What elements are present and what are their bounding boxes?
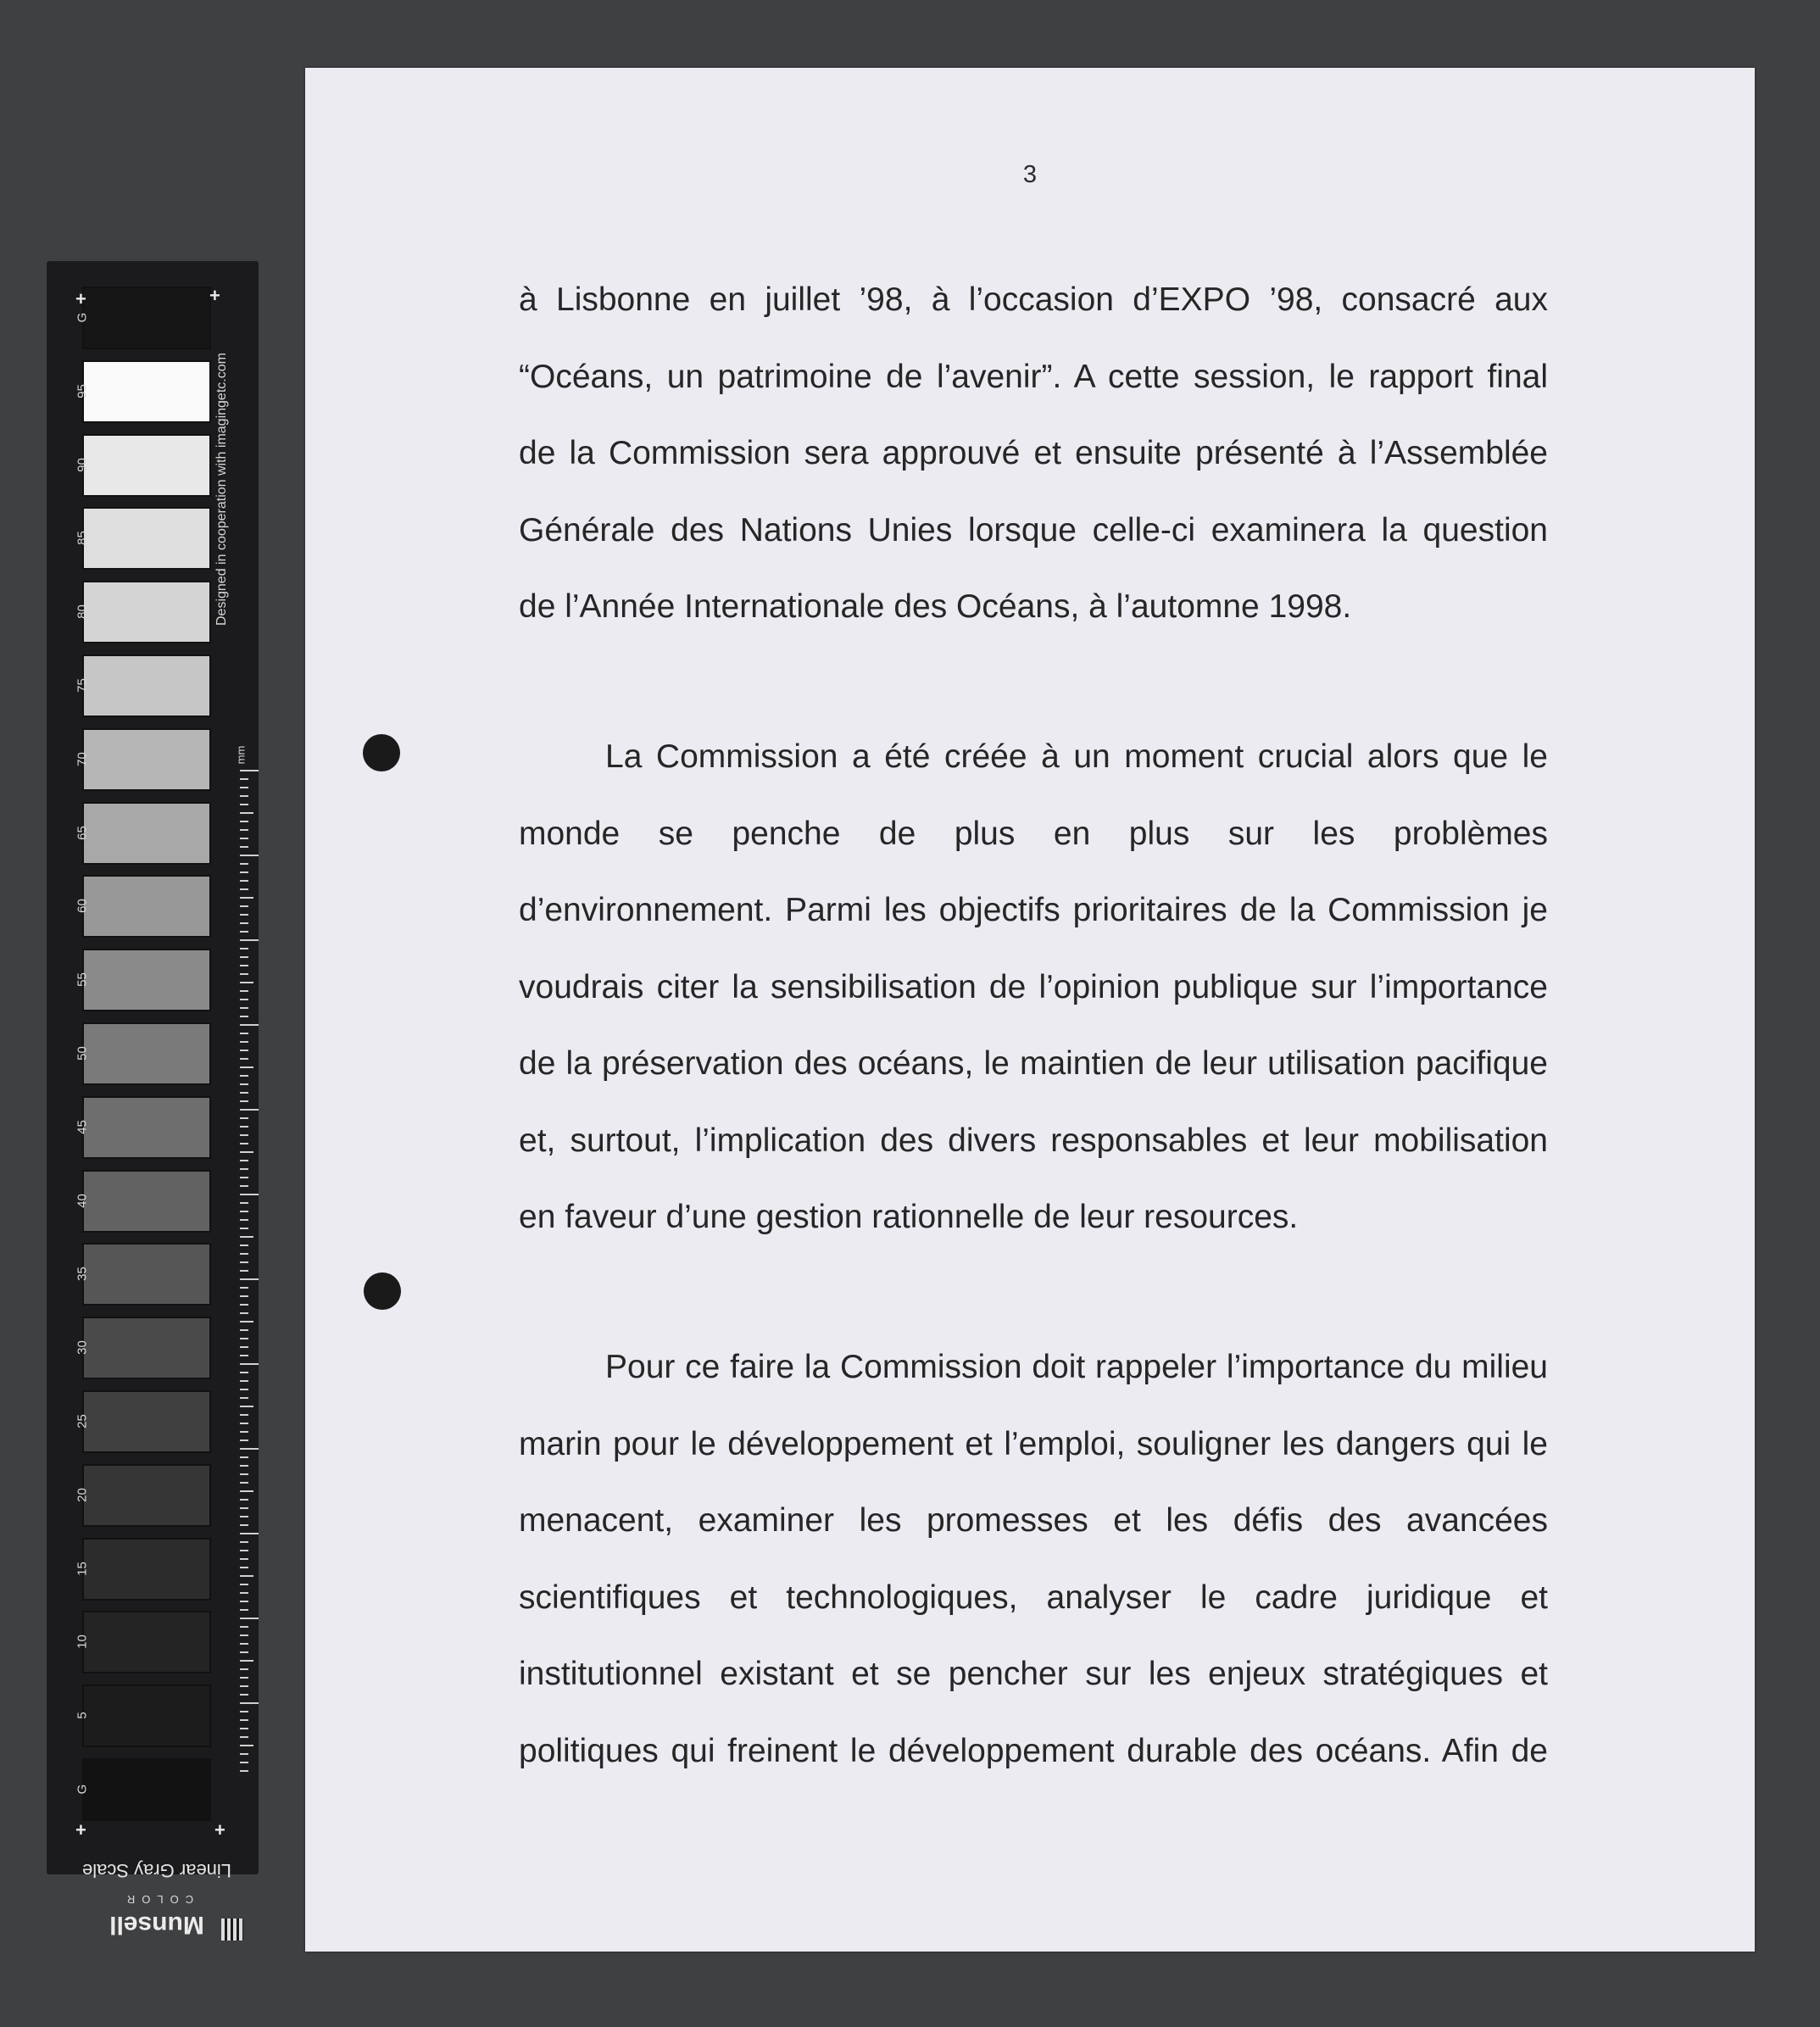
- ruler-tick: [240, 1507, 248, 1509]
- munsell-logo-icon: [221, 1918, 243, 1941]
- ruler-tick: [240, 965, 248, 966]
- ruler-tick: [240, 1643, 248, 1645]
- ruler-tick: [240, 1219, 248, 1221]
- ruler-tick: [240, 999, 248, 1000]
- scale-number: 95: [75, 383, 90, 398]
- ruler-tick: [240, 948, 248, 949]
- ruler-tick: [240, 1609, 248, 1611]
- gray-patch: [82, 434, 211, 497]
- ruler-tick: [240, 1448, 259, 1450]
- gray-patch: [82, 1317, 211, 1379]
- mm-ruler: [240, 770, 265, 1770]
- plus-mark: +: [75, 288, 86, 309]
- ruler-tick: [240, 1185, 248, 1187]
- ruler-tick: [240, 1270, 248, 1272]
- gray-scale-card: G 95 90 85 80 75 70 65 60 55 50 45 40 35 30 25 20 15 10 5 G + + + + Designed in cooperation with imagingetc.com mm Linear Gray Scale COLOR Munsell: [47, 261, 259, 1874]
- ruler-tick: [240, 1304, 248, 1306]
- scale-number: 40: [75, 1193, 90, 1208]
- scale-number: 65: [75, 825, 90, 840]
- gray-patch: [82, 875, 211, 938]
- brand-subtitle: COLOR: [120, 1893, 194, 1906]
- scale-number: 35: [75, 1267, 90, 1282]
- ruler-tick: [240, 795, 248, 797]
- ruler-tick: [240, 888, 248, 890]
- ruler-tick: [240, 1584, 248, 1585]
- scale-number: 55: [75, 972, 90, 988]
- text-line: menacent, examiner les promesses et les défis des avancées: [519, 1502, 1548, 1539]
- gray-patch: [82, 360, 211, 423]
- ruler-tick: [240, 829, 248, 831]
- ruler-tick: [240, 1490, 253, 1492]
- ruler-tick: [240, 1329, 248, 1331]
- ruler-tick: [240, 1524, 248, 1526]
- ruler-tick: [240, 1762, 248, 1763]
- gray-patch: [82, 654, 211, 717]
- ruler-tick: [240, 914, 248, 916]
- ruler-tick: [240, 1363, 259, 1365]
- ruler-tick: [240, 1050, 248, 1051]
- punch-hole-icon: [363, 734, 400, 771]
- ruler-tick: [240, 1406, 253, 1407]
- ruler-tick: [240, 1414, 248, 1416]
- ruler-tick: [240, 787, 248, 788]
- ruler-tick: [240, 1389, 248, 1390]
- ruler-tick: [240, 1592, 248, 1594]
- ruler-tick: [240, 778, 248, 780]
- ruler-tick: [240, 1440, 248, 1441]
- ruler-tick: [240, 1278, 259, 1280]
- plus-mark: +: [209, 285, 220, 306]
- ruler-tick: [240, 1041, 248, 1043]
- ruler-tick: [240, 1660, 253, 1662]
- scale-number: 30: [75, 1340, 90, 1356]
- ruler-tick: [240, 812, 253, 814]
- text-line: d’environnement. Parmi les objectifs prioritaires de la Commission je: [519, 892, 1548, 928]
- plus-mark: +: [75, 1819, 86, 1840]
- scale-number: 50: [75, 1046, 90, 1061]
- gray-patch: [82, 949, 211, 1011]
- ruler-tick: [240, 846, 248, 848]
- text-line: et, surtout, l’implication des divers responsables et leur mobilisation: [519, 1122, 1548, 1159]
- ruler-tick: [240, 1083, 248, 1085]
- gray-patch: [82, 1758, 211, 1821]
- ruler-tick: [240, 1694, 248, 1696]
- ruler-tick: [240, 1321, 253, 1323]
- ruler-tick: [240, 1456, 248, 1458]
- ruler-tick: [240, 1601, 248, 1602]
- ruler-tick: [240, 1473, 248, 1475]
- punch-hole-icon: [364, 1272, 401, 1310]
- ruler-tick: [240, 922, 248, 924]
- ruler-tick: [240, 1253, 248, 1255]
- ruler-tick: [240, 1236, 253, 1238]
- ruler-tick: [240, 905, 248, 907]
- ruler-tick: [240, 1134, 248, 1136]
- ruler-tick: [240, 1685, 248, 1687]
- scale-number: 85: [75, 531, 90, 546]
- text-line: en faveur d’une gestion rationnelle de leur resources.: [519, 1199, 1299, 1235]
- ruler-tick: [240, 1355, 248, 1356]
- scale-number: G: [75, 1784, 90, 1795]
- ruler-tick: [240, 1482, 248, 1484]
- gray-patch: [82, 1022, 211, 1085]
- gray-patch: [82, 507, 211, 570]
- ruler-tick: [240, 821, 248, 822]
- page-number: 3: [1022, 161, 1038, 188]
- gray-patch: [82, 728, 211, 791]
- ruler-tick: [240, 1372, 248, 1373]
- paragraph-1: [519, 262, 1548, 646]
- ruler-tick: [240, 1558, 248, 1560]
- ruler-tick: [240, 1033, 248, 1034]
- plus-mark: +: [214, 1819, 225, 1840]
- ruler-tick: [240, 1312, 248, 1314]
- ruler-tick: [240, 1151, 253, 1153]
- ruler-tick: [240, 1770, 248, 1772]
- ruler-tick: [240, 1677, 248, 1679]
- scale-number: 5: [75, 1712, 90, 1719]
- ruler-tick: [240, 1228, 248, 1229]
- ruler-tick: [240, 1736, 248, 1738]
- ruler-tick: [240, 871, 248, 873]
- text-line: marin pour le développement et l’emploi, souligner les dangers qui le: [519, 1425, 1548, 1462]
- gray-patch: [82, 1464, 211, 1527]
- text-line: scientifiques et technologiques, analyser le cadre juridique et: [519, 1579, 1548, 1616]
- ruler-tick: [240, 956, 248, 958]
- text-line: à Lisbonne en juillet ’98, à l’occasion d’EXPO ’98, consacré aux: [519, 281, 1548, 318]
- ruler-tick: [240, 1016, 248, 1017]
- scale-number: G: [75, 312, 90, 323]
- ruler-tick: [240, 1346, 248, 1348]
- ruler-tick: [240, 1092, 248, 1094]
- gray-patch: [82, 1096, 211, 1159]
- text-line: politiques qui freinent le développement durable des océans. Afin de: [519, 1732, 1548, 1769]
- gray-patch: [82, 1538, 211, 1601]
- ruler-tick: [240, 1177, 248, 1178]
- ruler-tick: [240, 1295, 248, 1297]
- ruler-tick: [240, 1533, 259, 1534]
- ruler-tick: [240, 863, 248, 865]
- ruler-tick: [240, 1575, 253, 1577]
- ruler-tick: [240, 1719, 248, 1721]
- ruler-tick: [240, 1431, 248, 1433]
- gray-patch: [82, 1685, 211, 1747]
- ruler-tick: [240, 1261, 248, 1263]
- ruler-tick: [240, 1516, 248, 1517]
- gray-patch: [82, 1611, 211, 1673]
- ruler-tick: [240, 1109, 259, 1111]
- ruler-tick: [240, 939, 259, 941]
- ruler-tick: [240, 1287, 248, 1289]
- scale-number: 15: [75, 1561, 90, 1576]
- ruler-tick: [240, 1626, 248, 1628]
- ruler-tick: [240, 1007, 248, 1009]
- ruler-tick: [240, 1567, 248, 1568]
- text-line: de la préservation des océans, le maintien de leur utilisation pacifique: [519, 1045, 1548, 1082]
- ruler-tick: [240, 1160, 248, 1161]
- ruler-tick: [240, 1058, 248, 1060]
- ruler-tick: [240, 1550, 248, 1551]
- text-line: Générale des Nations Unies lorsque celle-ci examinera la question: [519, 511, 1548, 549]
- scale-number: 75: [75, 678, 90, 693]
- ruler-tick: [240, 1024, 259, 1026]
- ruler-tick: [240, 1066, 253, 1068]
- ruler-tick: [240, 1245, 248, 1246]
- ruler-tick: [240, 1711, 248, 1712]
- ruler-tick: [240, 838, 248, 839]
- ruler-tick: [240, 982, 253, 983]
- ruler-tick: [240, 1618, 259, 1619]
- ruler-tick: [240, 1117, 248, 1119]
- ruler-tick: [240, 1499, 248, 1501]
- ruler-tick: [240, 1075, 248, 1077]
- gray-patch: [82, 802, 211, 865]
- scale-title: Linear Gray Scale: [81, 1860, 232, 1881]
- ruler-tick: [240, 1423, 248, 1424]
- gray-patch: [82, 1243, 211, 1306]
- text-line: La Commission a été créée à un moment crucial alors que le: [605, 738, 1548, 775]
- scale-number: 25: [75, 1414, 90, 1428]
- paragraph-2: [519, 719, 1548, 1256]
- text-line: voudrais citer la sensibilisation de l’opinion publique sur l’importance: [519, 968, 1548, 1005]
- ruler-tick: [240, 770, 259, 771]
- ruler-tick: [240, 1168, 248, 1170]
- brand-name: Munsell: [109, 1911, 204, 1939]
- mm-label: mm: [234, 745, 248, 765]
- ruler-tick: [240, 1702, 259, 1704]
- ruler-tick: [240, 1634, 248, 1636]
- scale-number: 60: [75, 899, 90, 914]
- ruler-tick: [240, 855, 259, 856]
- scale-number: 80: [75, 604, 90, 620]
- text-line: monde se penche de plus en plus sur les problèmes: [519, 815, 1548, 852]
- ruler-tick: [240, 1380, 248, 1382]
- ruler-tick: [240, 1194, 259, 1195]
- ruler-tick: [240, 1651, 248, 1653]
- text-line: Pour ce faire la Commission doit rappeler l’importance du milieu: [605, 1349, 1548, 1385]
- ruler-tick: [240, 804, 248, 805]
- ruler-tick: [240, 880, 248, 882]
- gray-patch: [82, 581, 211, 643]
- ruler-tick: [240, 1143, 248, 1144]
- ruler-tick: [240, 1211, 248, 1212]
- paragraph-3: [519, 1329, 1548, 1790]
- ruler-tick: [240, 1202, 248, 1204]
- text-line: institutionnel existant et se pencher sur les enjeux stratégiques et: [519, 1656, 1548, 1692]
- ruler-tick: [240, 1753, 248, 1755]
- ruler-tick: [240, 1338, 248, 1339]
- ruler-tick: [240, 1541, 248, 1543]
- ruler-tick: [240, 1668, 248, 1670]
- ruler-tick: [240, 1126, 248, 1128]
- text-line: “Océans, un patrimoine de l’avenir”. A cette session, le rapport final: [519, 358, 1548, 395]
- ruler-tick: [240, 1728, 248, 1729]
- ruler-tick: [240, 1465, 248, 1467]
- text-line: de l’Année Internationale des Océans, à l’automne 1998.: [519, 588, 1352, 625]
- ruler-tick: [240, 931, 248, 933]
- scale-number: 10: [75, 1634, 90, 1650]
- ruler-tick: [240, 1100, 248, 1102]
- ruler-tick: [240, 973, 248, 975]
- ruler-tick: [240, 1397, 248, 1399]
- gray-patch: [82, 287, 211, 349]
- scale-number: 20: [75, 1487, 90, 1502]
- ruler-tick: [240, 897, 253, 899]
- gray-patch: [82, 1170, 211, 1233]
- document-page: [305, 68, 1755, 1952]
- ruler-tick: [240, 990, 248, 992]
- ruler-tick: [240, 1745, 253, 1746]
- scale-number: 70: [75, 751, 90, 766]
- scale-number: 90: [75, 457, 90, 472]
- text-line: de la Commission sera approuvé et ensuite présenté à l’Assemblée: [519, 435, 1548, 471]
- gray-patch: [82, 1390, 211, 1453]
- scale-number: 45: [75, 1119, 90, 1134]
